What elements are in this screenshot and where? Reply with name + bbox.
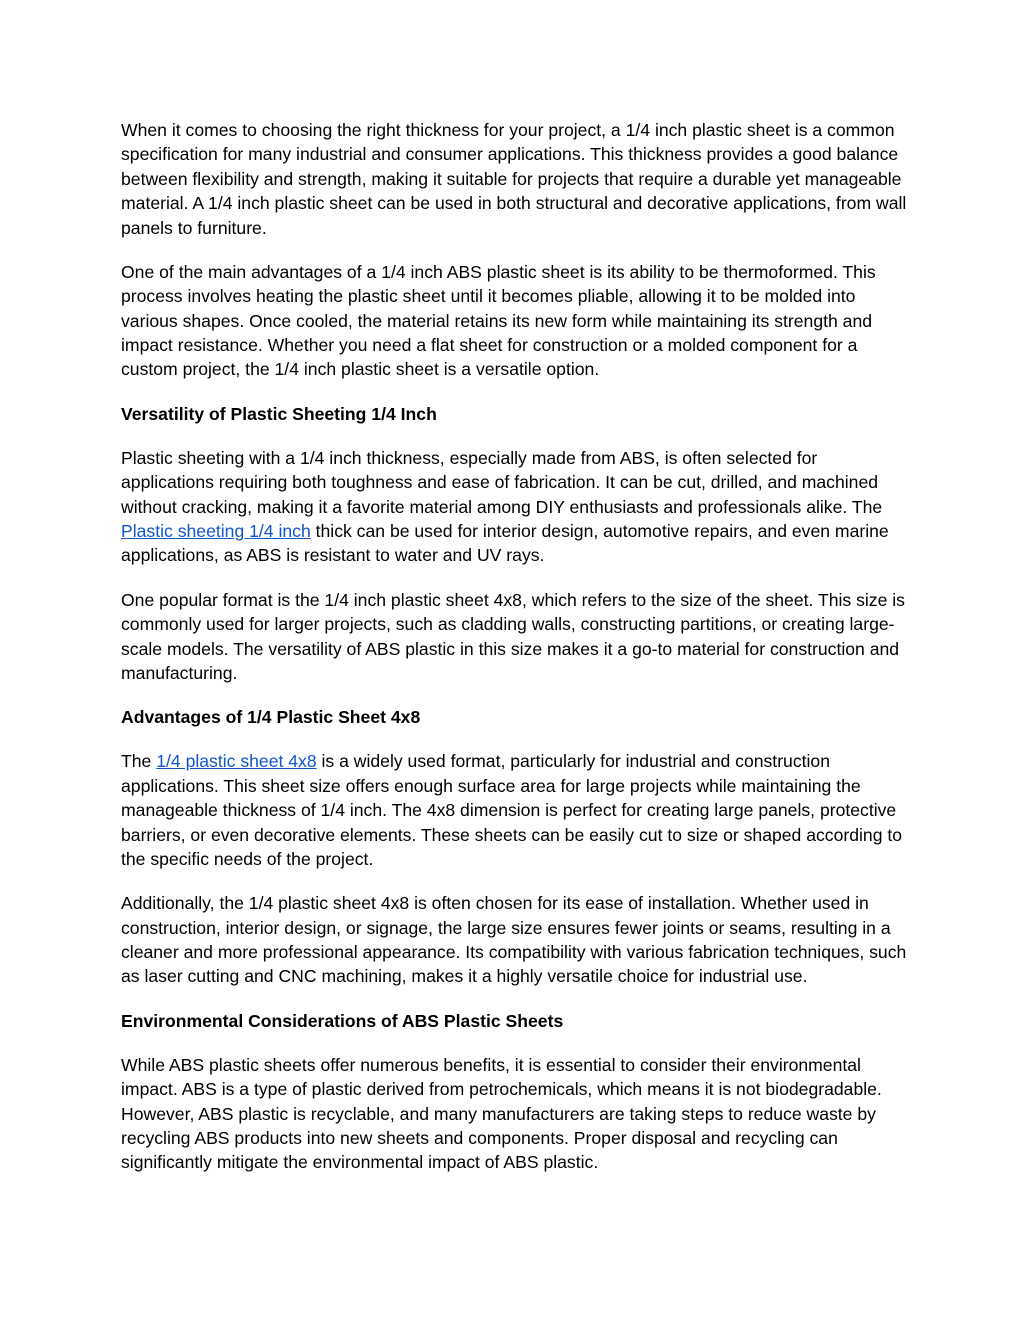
heading-versatility: Versatility of Plastic Sheeting 1/4 Inch — [121, 403, 437, 424]
paragraph-text: thick can be used for interior design, automotive repairs, and even marine applications, as ABS is resistant to water and UV rays. — [121, 521, 889, 566]
document-body — [121, 118, 911, 1195]
plastic-sheet-4x8-link[interactable]: 1/4 plastic sheet 4x8 — [156, 751, 317, 772]
paragraph-text: is a widely used format, particularly for industrial and construction applications. This sheet size offers enough surface area for large projects while maintaining the manageable thickness of 1/4 inch. The 4x8 dimension is perfect for creating large panels, protective barriers, or even decorative elements. These sheets can be easily cut to size or shaped according to the specific needs of the project. — [121, 751, 903, 869]
paragraph-text: The — [121, 751, 157, 772]
paragraph-sheet-size — [121, 749, 911, 871]
plastic-sheeting-link[interactable]: Plastic sheeting 1/4 inch — [121, 521, 311, 542]
paragraph-thickness-intro: When it comes to choosing the right thickness for your project, a 1/4 inch plastic sheet is a common specification for many industrial and consumer applications. This thickness provides a good balance between flexibility and strength, making it suitable for projects that require a durable yet manageable material. A 1/4 inch plastic sheet can be used in both structural and decorative applications, from wall panels to furniture. — [121, 120, 907, 238]
paragraph-thermoforming: One of the main advantages of a 1/4 inch ABS plastic sheet is its ability to be thermoformed. This process involves heating the plastic sheet until it becomes pliable, allowing it to be molded into various shapes. Once cooled, the material retains its new form while maintaining its strength and impact resistance. Whether you need a flat sheet for construction or a molded component for a custom project, the 1/4 inch plastic sheet is a versatile option. — [121, 261, 876, 380]
heading-advantages: Advantages of 1/4 Plastic Sheet 4x8 — [121, 707, 421, 728]
paragraph-text: Plastic sheeting with a 1/4 inch thickness, especially made from ABS, is often selected for applications requiring both toughness and ease of fabrication. It can be cut, drilled, and machined without cracking, making it a favorite material among DIY enthusiasts and professionals alike. The — [121, 447, 883, 517]
paragraph-sheeting-uses — [121, 446, 911, 568]
paragraph-installation: Additionally, the 1/4 plastic sheet 4x8 is often chosen for its ease of installation. Whether used in construction, interior design, or signage, the large size ensures fewer joints or seams, resulting in a cleaner and more professional appearance. Its compatibility with various fabrication techniques, such as laser cutting and CNC machining, makes it a highly versatile choice for industrial use. — [121, 893, 907, 987]
paragraph-4x8-format: One popular format is the 1/4 inch plastic sheet 4x8, which refers to the size of the sheet. This size is commonly used for larger projects, such as cladding walls, constructing partitions, or creating large-scale models. The versatility of ABS plastic in this size makes it a go-to material for construction and manufacturing. — [121, 589, 905, 683]
heading-environmental: Environmental Considerations of ABS Plastic Sheets — [121, 1010, 564, 1031]
paragraph-environmental-impact: While ABS plastic sheets offer numerous benefits, it is essential to consider their environmental impact. ABS is a type of plastic derived from petrochemicals, which means it is not biodegradable. However, ABS plastic is recyclable, and many manufacturers are taking steps to reduce waste by recycling ABS products into new sheets and components. Proper disposal and recycling can significantly mitigate the environmental impact of ABS plastic. — [121, 1054, 882, 1173]
